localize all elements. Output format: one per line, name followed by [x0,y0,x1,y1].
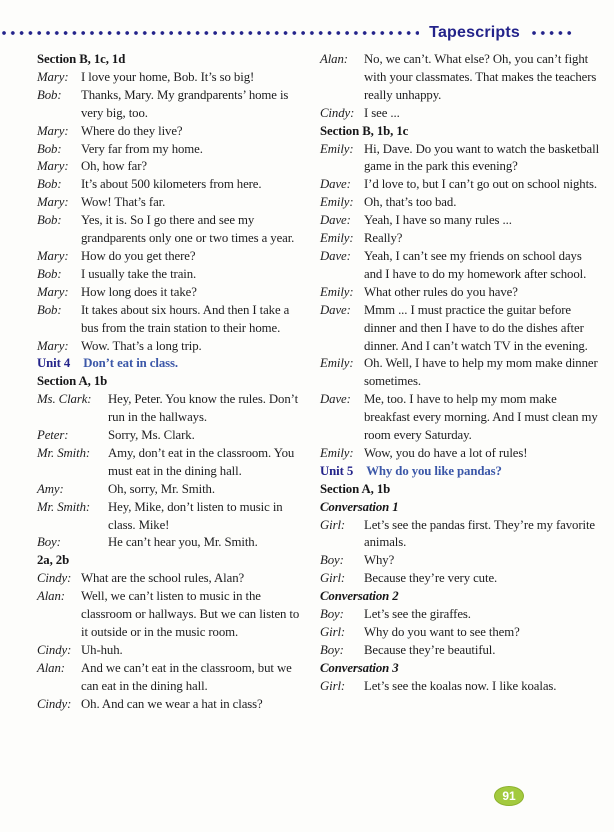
dialog-line [320,570,602,588]
dialog-text: How do you get there? [81,248,196,263]
dialog-text: Amy, don’t eat in the classroom. You must eat in the dining hall. [108,445,295,478]
dialog-text: It takes about six hours. And then I take a bus from the train station to their home. [81,302,290,335]
dialog-text: Mmm ... I must practice the guitar before dinner and then I have to do the dishes after dinner. And I can’t watch TV in the evening. [364,302,588,353]
dialog-text: Me, too. I have to help my mom make breakfast every morning. And I must clean my room every Saturday. [364,392,598,443]
dialog-line [37,123,309,141]
dialog-line [37,427,309,445]
dialog-line [37,194,309,212]
speaker-label: Dave: [320,302,351,317]
speaker-label: Dave: [320,248,351,263]
dialog-line [320,141,602,177]
dialog-line [320,284,602,302]
dialog-text: Yeah, I have so many rules ... [364,213,512,228]
speaker-label: Boy: [37,535,61,550]
speaker-label: Mary: [37,69,69,84]
speaker-label: Dave: [320,177,351,192]
dialog-line [320,552,602,570]
dialog-line [37,391,309,427]
dialog-line [37,534,309,552]
dialog-line [37,87,309,123]
dialog-line [37,212,309,248]
dialog-line [37,499,309,535]
speaker-label: Bob: [37,302,62,317]
page-number-badge [494,786,524,806]
dialog-line [37,176,309,194]
dialog-line [320,624,602,642]
dialog-line [37,445,309,481]
speaker-label: Mary: [37,248,69,263]
speaker-label: Dave: [320,392,351,407]
dotted-rule-right [530,29,574,37]
dialog-text: Yeah, I can’t see my friends on school days and I have to do my homework after school. [364,248,587,281]
speaker-label: Cindy: [37,571,72,586]
dialog-line [37,248,309,266]
speaker-label: Girl: [320,571,346,586]
speaker-label: Boy: [320,642,344,657]
dialog-text: Why? [364,553,395,568]
dialog-text: Because they’re very cute. [364,571,498,586]
dialog-text: What are the school rules, Alan? [81,571,245,586]
section-heading: Section B, 1c, 1d [37,52,126,66]
dialog-block [320,606,602,660]
dialog-line [37,284,309,302]
dialog-text: Wow. That’s a long trip. [81,338,202,353]
speaker-label: Mary: [37,159,69,174]
speaker-label: Bob: [37,177,62,192]
column-right [320,51,602,696]
speaker-label: Mary: [37,284,69,299]
dialog-text: Let’s see the pandas first. They’re my favorite animals. [364,517,596,550]
dialog-text: I love your home, Bob. It’s so big! [81,69,255,84]
speaker-label: Cindy: [37,642,72,657]
dialog-text: He can’t hear you, Mr. Smith. [108,535,258,550]
unit-number: Unit 4 [37,356,71,371]
dialog-text: What other rules do you have? [364,284,518,299]
speaker-label: Mr. Smith: [37,445,91,460]
section-heading: 2a, 2b [37,553,70,568]
dialog-text: Let’s see the koalas now. I like koalas. [364,678,557,693]
speaker-label: Mr. Smith: [37,499,91,514]
dialog-text: Where do they live? [81,123,183,138]
speaker-label: Cindy: [37,696,72,711]
unit-title: Why do you like pandas? [366,463,502,478]
speaker-label: Cindy: [320,105,355,120]
dialog-text: Hi, Dave. Do you want to watch the basketball game in the park this evening? [364,141,600,174]
dialog-text: Let’s see the giraffes. [364,607,471,622]
dialog-text: Thanks, Mary. My grandparents’ home is very big, too. [81,87,289,120]
dialog-block [320,141,602,463]
unit-heading [320,464,502,478]
dialog-line [37,338,309,356]
dialog-line [320,445,602,463]
speaker-label: Dave: [320,213,351,228]
dialog-text: Oh, how far? [81,159,147,174]
dialog-text: Wow! That’s far. [81,195,166,210]
dialog-line [37,570,309,588]
dialog-text: I usually take the train. [81,266,197,281]
dialog-block [320,51,602,123]
dialog-line [37,642,309,660]
speaker-label: Mary: [37,195,69,210]
dialog-text: Wow, you do have a lot of rules! [364,445,528,460]
dialog-line [320,212,602,230]
dialog-text: Well, we can’t listen to music in the classroom or hallways. But we can listen to it outside or in the music room. [81,589,300,639]
speaker-label: Emily: [320,284,354,299]
dialog-text: Uh-huh. [81,642,123,657]
speaker-label: Bob: [37,141,62,156]
speaker-label: Emily: [320,356,354,371]
speaker-label: Girl: [320,625,346,639]
dialog-line [320,105,602,123]
dialog-block [320,517,602,589]
dialog-line [37,158,309,176]
speaker-label: Emily: [320,195,354,210]
dialog-line [320,230,602,248]
section-heading: Section A, 1b [37,374,108,389]
dialog-line [320,517,602,553]
page-number: 91 [502,789,516,803]
dialog-line [320,194,602,212]
dialog-block [37,391,309,552]
column-left [37,51,309,714]
dialog-line [320,302,602,356]
dialog-text: Oh, that’s too bad. [364,195,457,210]
dialog-line [320,248,602,284]
section-heading: Section A, 1b [320,481,391,496]
speaker-label: Bob: [37,87,62,102]
dialog-line [37,141,309,159]
conversation-heading: Conversation 2 [320,589,399,604]
dialog-text: I’d love to, but I can’t go out on school nights. [364,177,597,192]
dialog-line [37,588,309,642]
dialog-line [320,176,602,194]
speaker-label: Girl: [320,517,346,532]
dialog-line [320,678,602,696]
dialog-line [37,660,309,696]
dialog-text: Very far from my home. [81,141,203,156]
dialog-text: Oh, sorry, Mr. Smith. [108,481,215,496]
dialog-text: Hey, Mike, don’t listen to music in class. Mike! [108,499,283,532]
speaker-label: Mary: [37,338,69,353]
speaker-label: Mary: [37,123,69,138]
dialog-line [320,355,602,391]
speaker-label: Alan: [37,589,65,604]
speaker-label: Emily: [320,445,354,460]
unit-number: Unit 5 [320,463,354,478]
speaker-label: Emily: [320,231,354,246]
speaker-label: Boy: [320,607,344,622]
speaker-label: Bob: [37,266,62,281]
page-title: Tapescripts [429,24,520,41]
dialog-text: How long does it take? [81,284,197,299]
dialog-line [320,51,602,105]
speaker-label: Amy: [37,481,64,496]
dialog-text: Really? [364,231,403,246]
dialog-line [37,696,309,714]
dialog-text: Yes, it is. So I go there and see my grandparents only one or two times a year. [81,213,295,246]
conversation-heading: Conversation 3 [320,660,399,675]
dialog-text: I see ... [364,105,400,120]
speaker-label: Alan: [320,52,348,66]
dialog-text: And we can’t eat in the classroom, but we can eat in the dining hall. [81,660,292,693]
unit-heading [37,356,178,370]
dialog-block [320,678,602,696]
dialog-line [37,69,309,87]
speaker-label: Boy: [320,553,344,568]
dialog-text: Hey, Peter. You know the rules. Don’t run in the hallways. [108,392,299,425]
dialog-text: No, we can’t. What else? Oh, you can’t fight with your classmates. That makes the teachers really unhappy. [364,52,597,102]
dialog-line [37,266,309,284]
dialog-line [37,481,309,499]
dialog-text: It’s about 500 kilometers from here. [81,177,262,192]
dialog-text: Sorry, Ms. Clark. [108,428,195,443]
speaker-label: Emily: [320,141,354,156]
dialog-line [320,606,602,624]
dialog-line [37,302,309,338]
speaker-label: Alan: [37,660,65,675]
speaker-label: Peter: [37,428,69,443]
dialog-text: Why do you want to see them? [364,625,520,639]
section-heading: Section B, 1b, 1c [320,123,409,138]
dialog-block [37,570,309,713]
dialog-text: Because they’re beautiful. [364,642,496,657]
unit-title: Don’t eat in class. [83,356,178,371]
dialog-text: Oh. Well, I have to help my mom make dinner sometimes. [364,356,598,389]
speaker-label: Ms. Clark: [37,392,92,407]
dialog-text: Oh. And can we wear a hat in class? [81,696,263,711]
dotted-rule-left [0,29,419,37]
speaker-label: Girl: [320,678,346,693]
dialog-block [37,69,309,356]
speaker-label: Bob: [37,213,62,228]
dialog-line [320,391,602,445]
conversation-heading: Conversation 1 [320,499,399,514]
dialog-line [320,642,602,660]
tapescripts-header [0,24,574,42]
